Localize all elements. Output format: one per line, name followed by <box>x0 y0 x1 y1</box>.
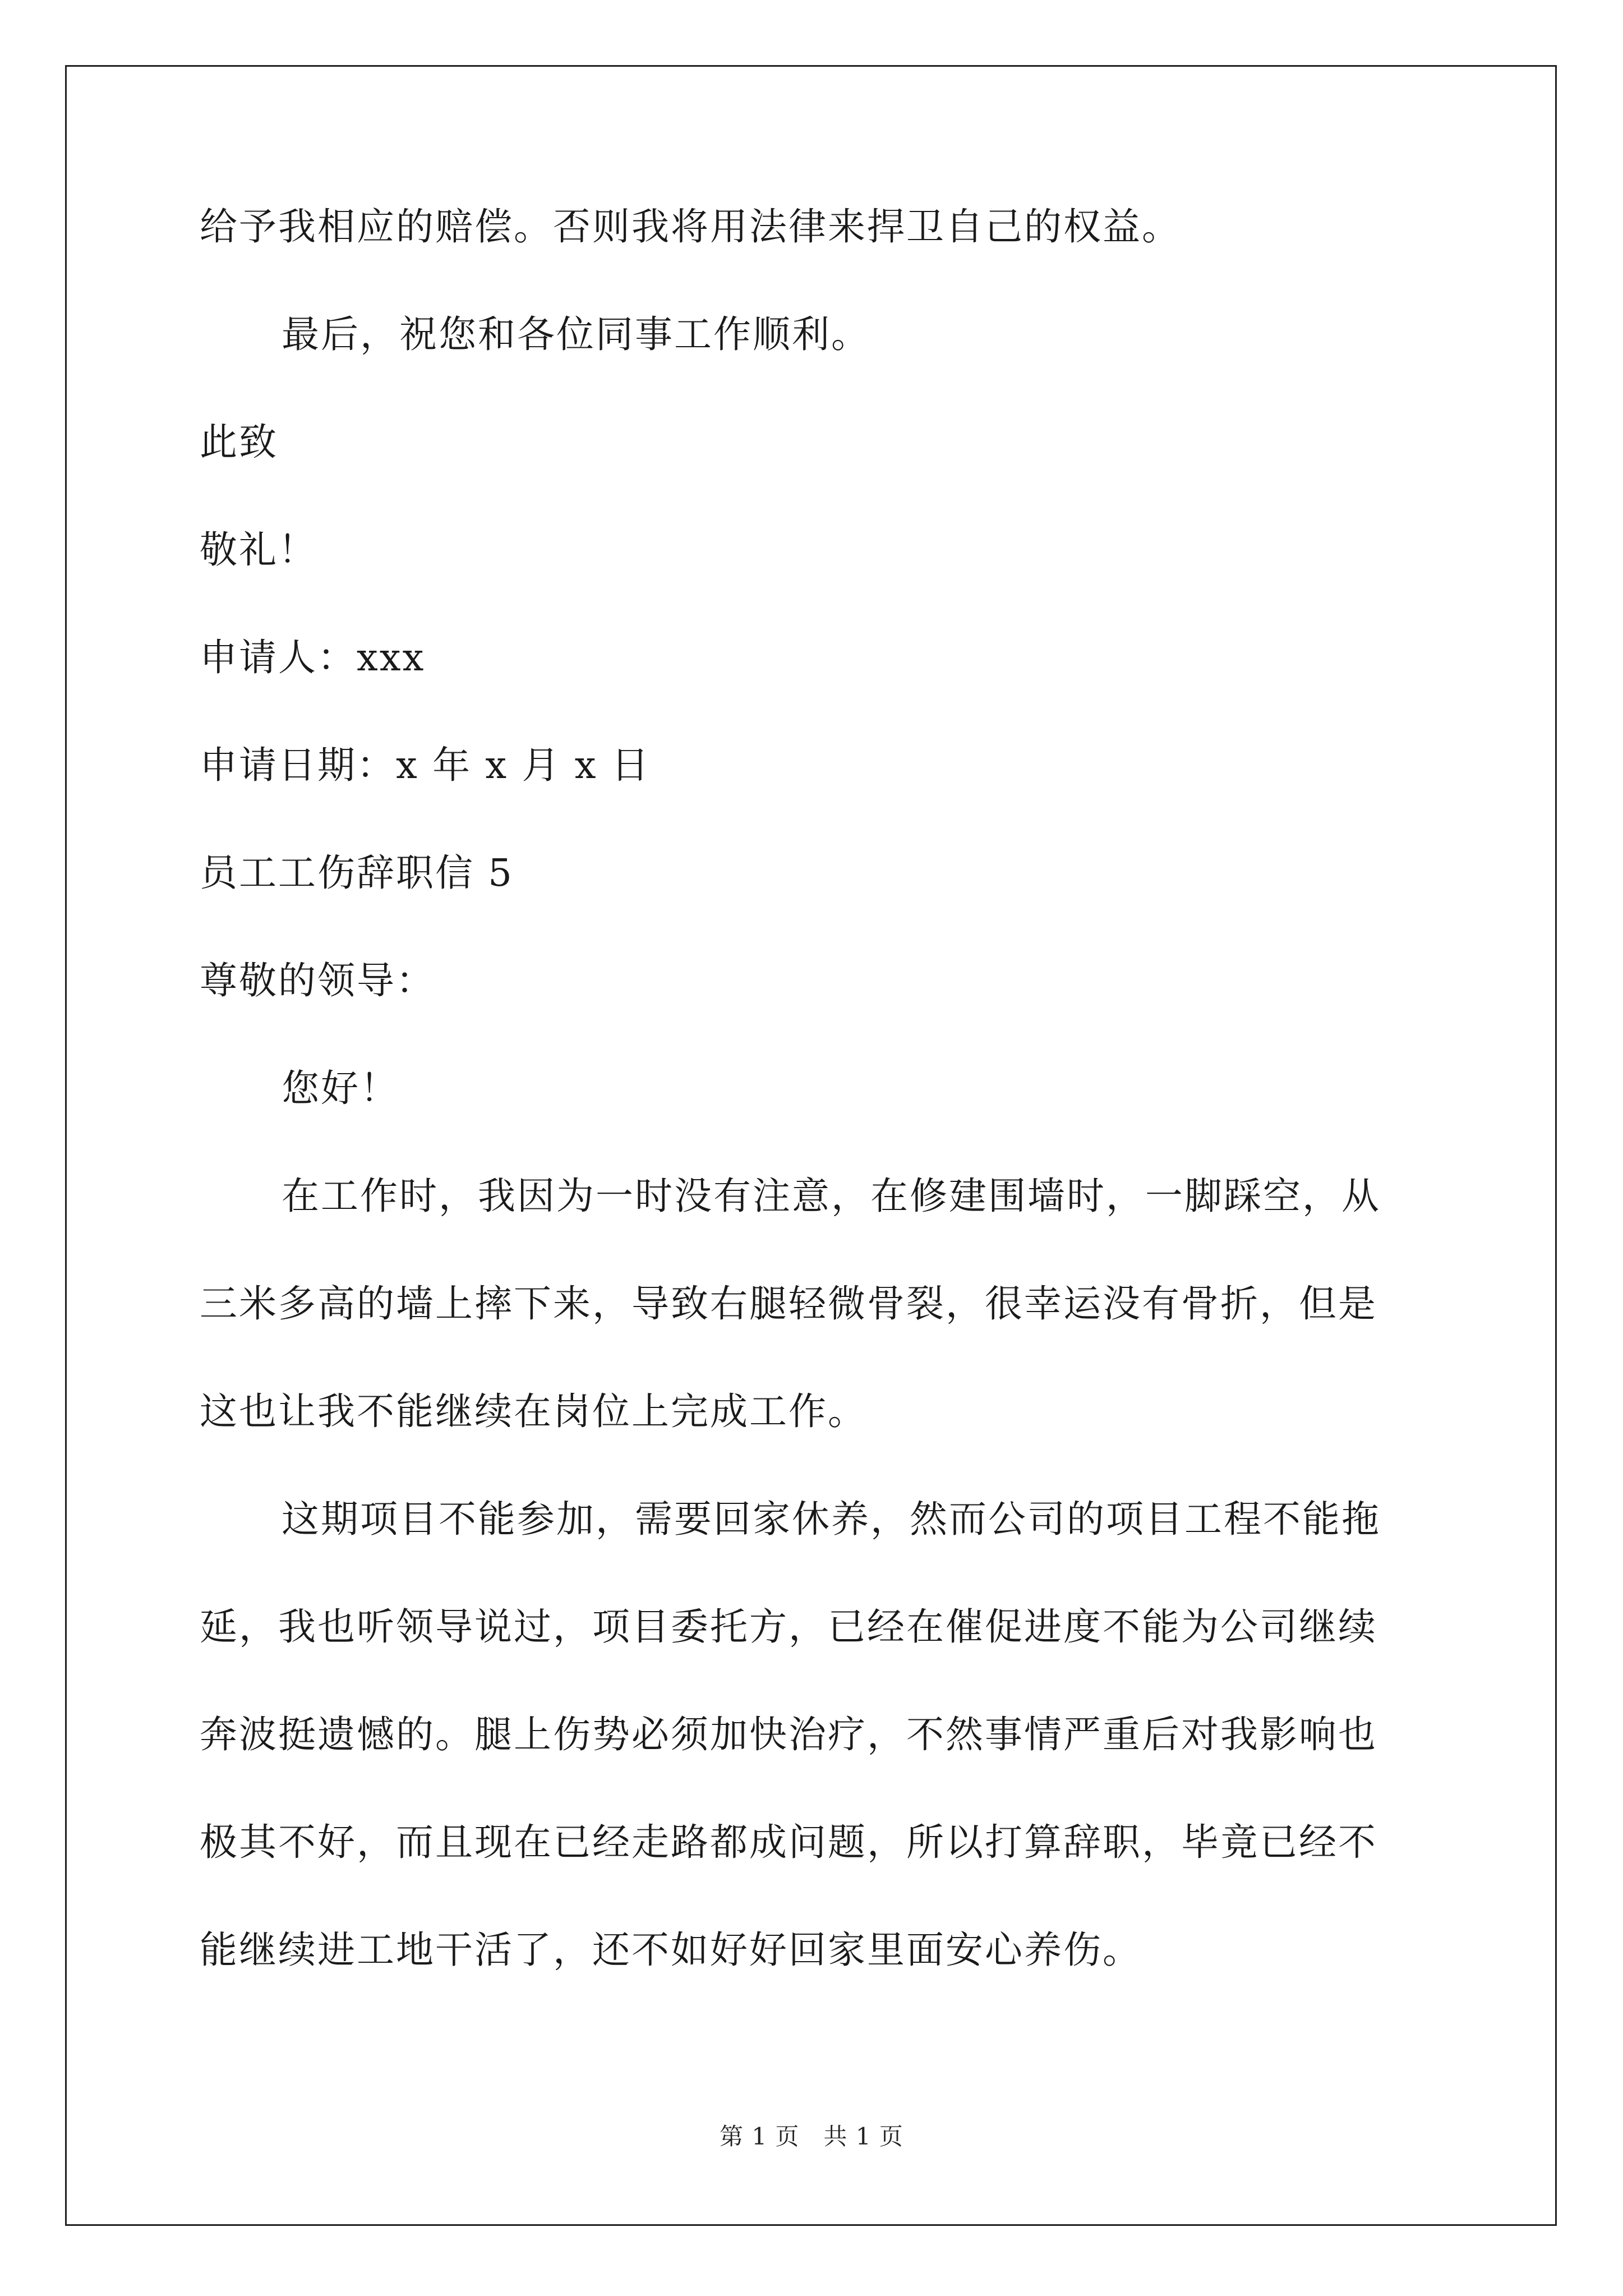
text-line: 这期项目不能参加，需要回家休养，然而公司的项目工程不能拖 <box>282 1497 1381 1541</box>
text-line: 给予我相应的赔偿。否则我将用法律来捍卫自己的权益。 <box>200 205 1181 249</box>
section-title: 员工工伤辞职信 5 <box>200 851 514 895</box>
applicant-line: 申请人：xxx <box>200 636 426 679</box>
text-line: 这也让我不能继续在岗位上完成工作。 <box>200 1389 867 1433</box>
text-line: 在工作时，我因为一时没有注意，在修建围墙时，一脚踩空，从 <box>282 1174 1381 1218</box>
text-line: 奔波挺遗憾的。腿上伤势必须加快治疗，不然事情严重后对我影响也 <box>200 1713 1377 1756</box>
text-line: 最后，祝您和各位同事工作顺利。 <box>282 312 870 356</box>
application-date-line: 申请日期：x 年 x 月 x 日 <box>200 743 651 787</box>
closing-phrase: 此致 <box>200 420 278 464</box>
text-line: 三米多高的墙上摔下来，导致右腿轻微骨裂，很幸运没有骨折，但是 <box>200 1282 1377 1326</box>
greeting-recipient: 尊敬的领导： <box>200 959 435 1002</box>
page-number-footer: 第 1 页 共 1 页 <box>720 2123 903 2150</box>
greeting: 您好！ <box>282 1066 399 1110</box>
text-line: 能继续进工地干活了，还不如好好回家里面安心养伤。 <box>200 1928 1142 1972</box>
salutation-closing: 敬礼！ <box>200 528 317 572</box>
document-body <box>200 205 1433 2039</box>
text-line: 极其不好，而且现在已经走路都成问题，所以打算辞职，毕竟已经不 <box>200 1820 1377 1864</box>
text-line: 延，我也听领导说过，项目委托方，已经在催促进度不能为公司继续 <box>200 1605 1377 1649</box>
